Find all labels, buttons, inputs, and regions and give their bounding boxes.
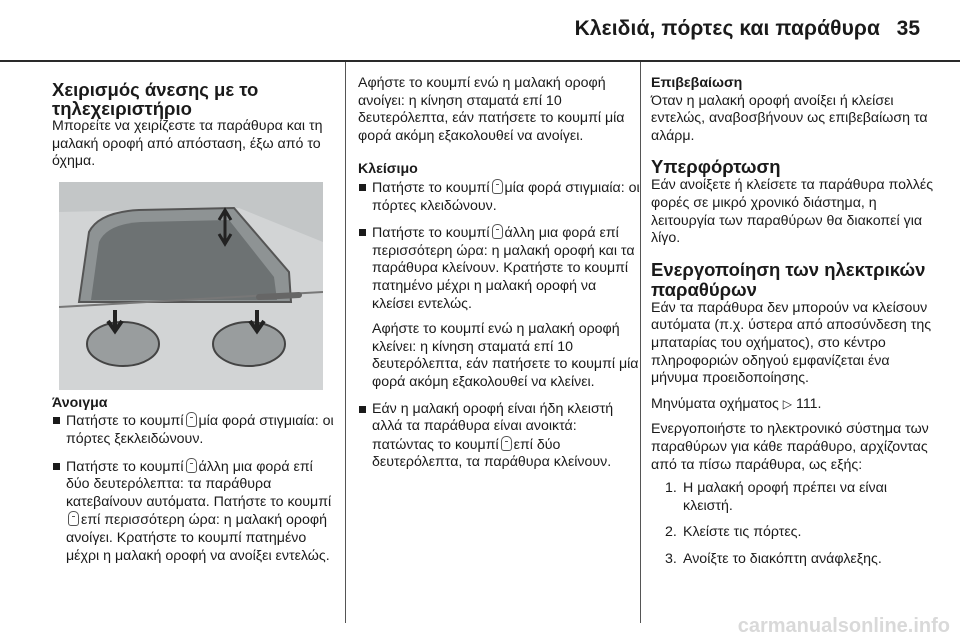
list-item: Πατήστε το κουμπί άλλη μια φορά επί δύο δευτερόλεπτα: τα παράθυρα κατεβαίνουν αυτόματα. Πατήστε το κουμπίεπί περισσότερη ώρα: η μαλακή οροφή ανοίγει. Κρατήστε το κουμπί πατημένο μέχρι η μαλακή οροφή να ανοίξει εντελώς. xyxy=(52,458,340,566)
section-heading-activation: Ενεργοποίηση των ηλεκτρικών παραθύρων xyxy=(651,258,926,300)
unlock-key-icon xyxy=(68,511,79,526)
paragraph: Ενεργοποιήστε το ηλεκτρονικό σύστημα των παραθύρων για κάθε παράθυρο, αρχίζοντας από τα πίσω παράθυρα, ως εξής: xyxy=(651,421,929,473)
close-list xyxy=(358,179,640,472)
list-item: Πατήστε το κουμπί άλλη μια φορά επί περισσότερη ώρα: η μαλακή οροφή και τα παράθυρα κλείνουν. Κρατήστε το κουμπί πατημένο μέχρι η μαλακή οροφή να κλείσει εντελώς. Αφήστε το κουμπί ενώ η μαλακή οροφή κλείνει: η κίνηση σταματά επί 10 δευτερόλεπτα, εάν πατήσετε το κουμπί μία φορά ακόμη εξακολουθεί να κλείνει. xyxy=(358,224,640,391)
open-list xyxy=(52,412,340,565)
lock-key-icon xyxy=(492,224,503,239)
watermark: carmanualsonline.info xyxy=(737,615,950,637)
paragraph: Αφήστε το κουμπί ενώ η μαλακή οροφή ανοίγει: η κίνηση σταματά επί 10 δευτερόλεπτα, εάν πατήσετε το κουμπί μία φορά ακόμη εξακολουθεί να ανοίγει. xyxy=(358,75,625,144)
unlock-key-icon xyxy=(186,458,197,473)
unlock-key-icon xyxy=(186,412,197,427)
column-3 xyxy=(640,62,939,623)
list-item: 1. Η μαλακή οροφή πρέπει να είναι κλειστή. xyxy=(665,480,888,514)
section-intro: Μπορείτε να χειρίζεστε τα παράθυρα και τη μαλακή οροφή από απόσταση, έξω από το όχημα. xyxy=(52,118,323,170)
list-item: 2. Κλείστε τις πόρτες. xyxy=(665,524,802,541)
section-heading-remote: Χειρισμός άνεσης με το τηλεχειριστήριο xyxy=(52,79,259,119)
list-item: Πατήστε το κουμπί μία φορά στιγμιαία: οι πόρτες ξεκλειδώνουν. xyxy=(52,412,340,448)
list-item: 3. Ανοίξτε το διακόπτη ανάφλεξης. xyxy=(665,550,882,567)
steps-list xyxy=(651,480,939,568)
list-item: Εάν η μαλακή οροφή είναι ήδη κλειστή αλλά τα παράθυρα είναι ανοικτά: πατώντας το κουμπί επί δύο δευτερόλεπτα, τα παράθυρα κλείνουν. xyxy=(358,401,640,472)
page-reference-arrow-icon: ▷ xyxy=(782,396,793,411)
subheading-confirm: Επιβεβαίωση xyxy=(651,75,743,91)
paragraph: Μηνύματα οχήματος ▷ 111. xyxy=(651,395,822,412)
lock-key-icon xyxy=(492,179,503,194)
illustration-svg xyxy=(59,182,323,390)
paragraph: Όταν η μαλακή οροφή ανοίξει ή κλείσει εντελώς, αναβοσβήνουν ως επιβεβαίωση τα αλάρμ. xyxy=(651,92,928,144)
car-window-remote-illustration xyxy=(59,182,323,390)
subheading-open: Άνοιγμα xyxy=(52,394,108,411)
page-number: 35 xyxy=(896,17,920,40)
lock-key-icon xyxy=(501,436,512,451)
subheading-close: Κλείσιμο xyxy=(358,161,418,178)
section-heading-overload: Υπερφόρτωση xyxy=(651,156,781,178)
list-item: Πατήστε το κουμπί μία φορά στιγμιαία: οι πόρτες κλειδώνουν. xyxy=(358,179,640,215)
paragraph: Εάν τα παράθυρα δεν μπορούν να κλείσουν αυτόματα (π.χ. ύστερα από αποσύνδεση της μπαταρίας του οχήματος), στο κέντρο πληροφοριών οδηγού εμφανίζεται ένα μήνυμα προειδοποίησης. xyxy=(651,299,932,387)
paragraph: Αφήστε το κουμπί ενώ η μαλακή οροφή κλείνει: η κίνηση σταματά επί 10 δευτερόλεπτα, εάν πατήσετε το κουμπί μία φορά ακόμη εξακολουθεί να κλείνει. xyxy=(372,321,639,390)
column-2 xyxy=(345,62,640,623)
paragraph: Εάν ανοίξετε ή κλείσετε τα παράθυρα πολλές φορές σε μικρό χρονικό διάστημα, η λειτουργία των παραθύρων θα διακοπεί για λίγο. xyxy=(651,177,934,247)
running-header-title: Κλειδιά, πόρτες και παράθυρα xyxy=(574,17,880,40)
